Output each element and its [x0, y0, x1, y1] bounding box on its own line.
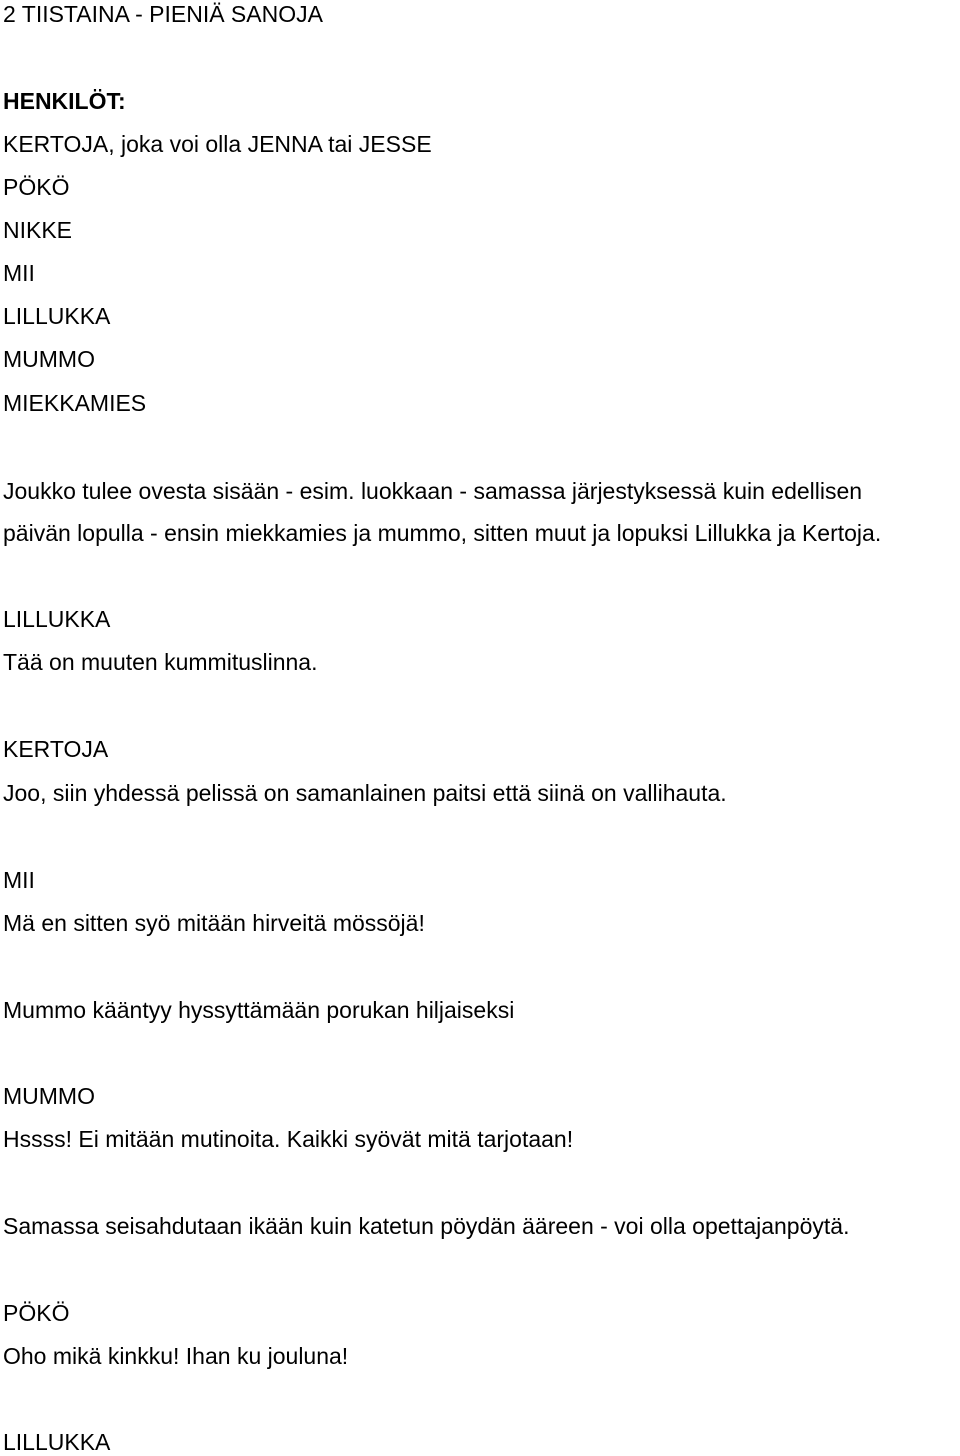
- stage-direction: Samassa seisahdutaan ikään kuin katetun pöydän ääreen - voi olla opettajanpöytä.: [3, 1213, 850, 1239]
- stage-direction: Joukko tulee ovesta sisään - esim. luokkaan - samassa järjestyksessä kuin edellisen: [3, 478, 863, 504]
- cast-item: MUMMO: [3, 346, 95, 372]
- dialogue-line: Mä en sitten syö mitään hirveitä mössöjä!: [3, 910, 425, 936]
- cast-item: MII: [3, 260, 35, 286]
- speaker-name: MII: [3, 867, 35, 893]
- stage-direction: Mummo kääntyy hyssyttämään porukan hiljaiseksi: [3, 997, 515, 1023]
- speaker-name: LILLUKKA: [3, 606, 111, 632]
- speaker-name: KERTOJA: [3, 736, 109, 762]
- cast-item: PÖKÖ: [3, 174, 70, 200]
- speaker-name: PÖKÖ: [3, 1300, 70, 1326]
- speaker-name: MUMMO: [3, 1083, 95, 1109]
- stage-direction: päivän lopulla - ensin miekkamies ja mummo, sitten muut ja lopuksi Lillukka ja Kertoja.: [3, 520, 882, 546]
- dialogue-line: Joo, siin yhdessä pelissä on samanlainen paitsi että siinä on vallihauta.: [3, 780, 727, 806]
- cast-item: LILLUKKA: [3, 303, 111, 329]
- dialogue-line: Oho mikä kinkku! Ihan ku jouluna!: [3, 1343, 349, 1369]
- speaker-name: LILLUKKA: [3, 1429, 111, 1455]
- cast-heading: HENKILÖT:: [3, 88, 126, 114]
- cast-item: NIKKE: [3, 217, 73, 243]
- cast-item: MIEKKAMIES: [3, 390, 147, 416]
- dialogue-line: Tää on muuten kummituslinna.: [3, 649, 318, 675]
- dialogue-line: Hssss! Ei mitään mutinoita. Kaikki syövät mitä tarjotaan!: [3, 1126, 574, 1152]
- cast-item: KERTOJA, joka voi olla JENNA tai JESSE: [3, 131, 432, 157]
- document-title: 2 TIISTAINA - PIENIÄ SANOJA: [3, 1, 323, 27]
